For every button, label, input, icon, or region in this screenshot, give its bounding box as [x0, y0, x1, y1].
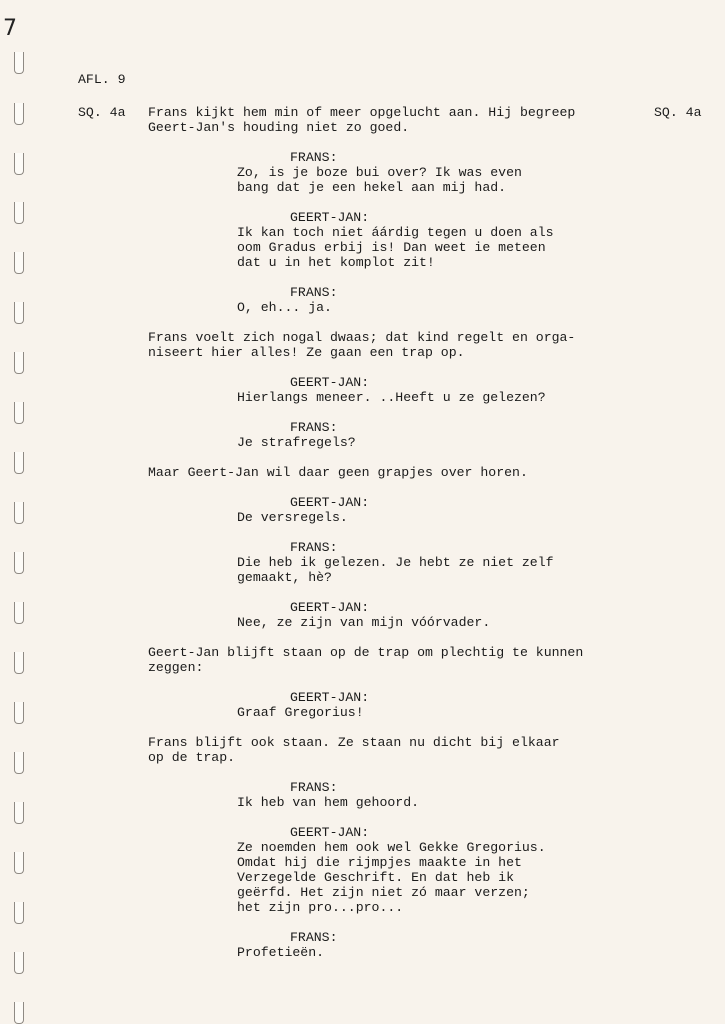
- dialogue-line: bang dat je een hekel aan mij had.: [237, 180, 507, 195]
- binder-hole: [14, 652, 24, 674]
- binder-hole: [14, 702, 24, 724]
- dialogue-line: dat u in het komplot zit!: [237, 255, 435, 270]
- action-line: Geert-Jan blijft staan op de trap om plechtig te kunnen: [148, 645, 584, 660]
- dialogue-line: Nee, ze zijn van mijn vóórvader.: [237, 615, 491, 630]
- character-cue: FRANS:: [290, 780, 338, 795]
- scene-number-left: SQ. 4a: [78, 105, 126, 120]
- character-cue: GEERT-JAN:: [290, 210, 370, 225]
- action-line: Maar Geert-Jan wil daar geen grapjes over horen.: [148, 465, 528, 480]
- dialogue-line: Graaf Gregorius!: [237, 705, 364, 720]
- dialogue-line: Verzegelde Geschrift. En dat heb ik: [237, 870, 514, 885]
- binder-hole: [14, 752, 24, 774]
- dialogue-line: Je strafregels?: [237, 435, 356, 450]
- dialogue-line: Hierlangs meneer. ..Heeft u ze gelezen?: [237, 390, 546, 405]
- scene-number-right: SQ. 4a: [654, 105, 702, 120]
- binder-hole: [14, 402, 24, 424]
- action-line: Frans voelt zich nogal dwaas; dat kind regelt en orga-: [148, 330, 576, 345]
- action-line: Frans blijft ook staan. Ze staan nu dicht bij elkaar: [148, 735, 560, 750]
- dialogue-line: gemaakt, hè?: [237, 570, 332, 585]
- dialogue-line: geërfd. Het zijn niet zó maar verzen;: [237, 885, 530, 900]
- binder-hole: [14, 452, 24, 474]
- action-line: zeggen:: [148, 660, 204, 675]
- binder-hole: [14, 252, 24, 274]
- binder-hole: [14, 802, 24, 824]
- character-cue: GEERT-JAN:: [290, 690, 370, 705]
- binder-hole: [14, 52, 24, 74]
- binder-hole: [14, 202, 24, 224]
- page-number-handwritten: 7: [3, 16, 17, 41]
- binder-hole: [14, 502, 24, 524]
- character-cue: GEERT-JAN:: [290, 825, 370, 840]
- character-cue: GEERT-JAN:: [290, 600, 370, 615]
- dialogue-line: Die heb ik gelezen. Je hebt ze niet zelf: [237, 555, 554, 570]
- character-cue: FRANS:: [290, 150, 338, 165]
- character-cue: FRANS:: [290, 420, 338, 435]
- binder-hole: [14, 602, 24, 624]
- action-line: niseert hier alles! Ze gaan een trap op.: [148, 345, 465, 360]
- binder-hole: [14, 552, 24, 574]
- dialogue-line: Ik heb van hem gehoord.: [237, 795, 420, 810]
- binder-hole: [14, 1002, 24, 1024]
- episode-header: AFL. 9: [78, 72, 126, 87]
- action-line: op de trap.: [148, 750, 236, 765]
- dialogue-line: Ze noemden hem ook wel Gekke Gregorius.: [237, 840, 546, 855]
- dialogue-line: het zijn pro...pro...: [237, 900, 404, 915]
- binder-hole: [14, 352, 24, 374]
- binder-hole: [14, 952, 24, 974]
- dialogue-line: Zo, is je boze bui over? Ik was even: [237, 165, 522, 180]
- binder-hole: [14, 902, 24, 924]
- binder-hole: [14, 153, 24, 175]
- character-cue: GEERT-JAN:: [290, 495, 370, 510]
- action-line: Geert-Jan's houding niet zo goed.: [148, 120, 410, 135]
- character-cue: FRANS:: [290, 540, 338, 555]
- dialogue-line: Omdat hij die rijmpjes maakte in het: [237, 855, 522, 870]
- action-line: Frans kijkt hem min of meer opgelucht aan. Hij begreep: [148, 105, 576, 120]
- dialogue-line: Ik kan toch niet áárdig tegen u doen als: [237, 225, 554, 240]
- binder-hole: [14, 852, 24, 874]
- character-cue: FRANS:: [290, 930, 338, 945]
- dialogue-line: O, eh... ja.: [237, 300, 332, 315]
- character-cue: GEERT-JAN:: [290, 375, 370, 390]
- character-cue: FRANS:: [290, 285, 338, 300]
- dialogue-line: De versregels.: [237, 510, 348, 525]
- binder-hole: [14, 103, 24, 125]
- binder-hole: [14, 302, 24, 324]
- dialogue-line: Profetieën.: [237, 945, 325, 960]
- binder-holes: [11, 0, 29, 1024]
- dialogue-line: oom Gradus erbij is! Dan weet ie meteen: [237, 240, 546, 255]
